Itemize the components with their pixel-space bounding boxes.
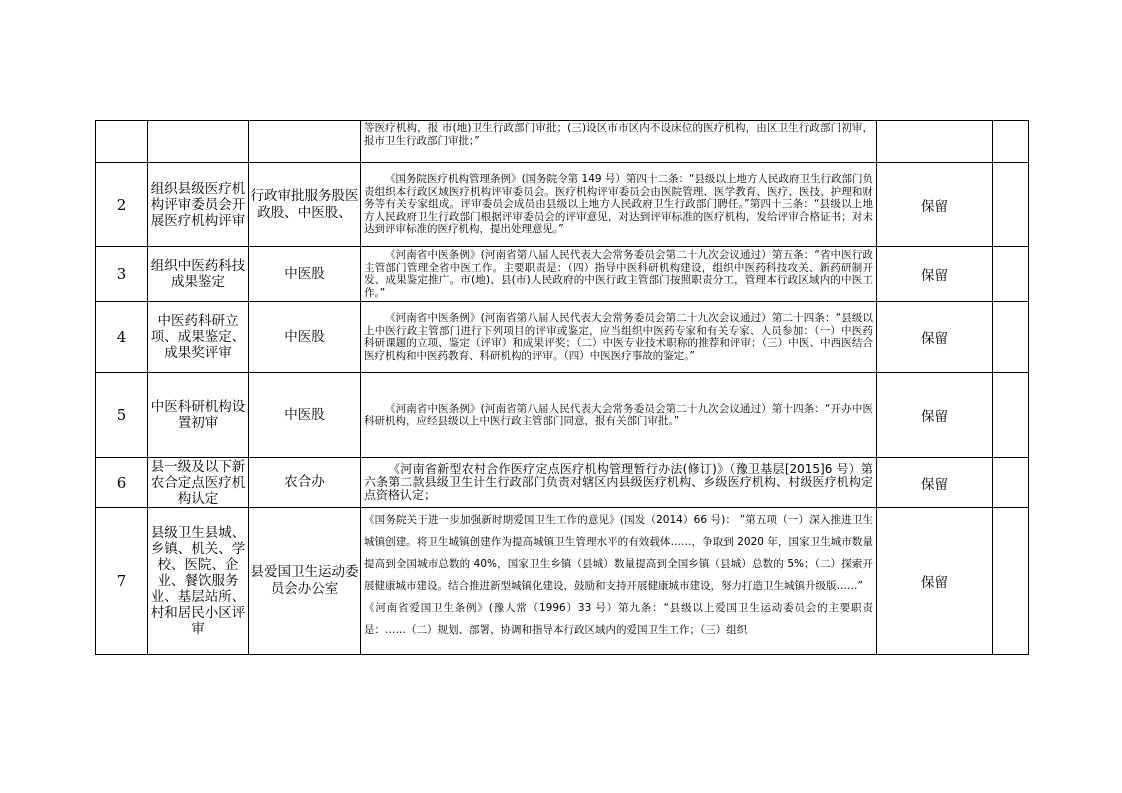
legal-basis	[361, 302, 877, 373]
status: 保留	[877, 373, 993, 458]
responsible-department: 中医股	[249, 302, 361, 373]
legal-basis-text: 《国务院医疗机构管理条例》(国务院令第 149 号）第四十二条：“县级以上地方人民政府卫生行政部门负责组织本行政区域医疗机构评审委员会。医疗机构评审委员会由医院管理、医学教育、医疗、医技、护理和财务等有关专家组成。评审委员会成员由县级以上地方人民政府卫生行政部门聘任。”第四十三条：“县级以上地方人民政府卫生行政部门根据评审委员会的评审意见，对达到评审标准的医疗机构，发给评审合格证书；对未达到评审标准的医疗机构，提出处理意见。”	[364, 173, 873, 236]
responsible-department	[249, 121, 361, 163]
table-row	[96, 247, 1029, 302]
table-row	[96, 373, 1029, 458]
table-row	[96, 302, 1029, 373]
responsible-department: 中医股	[249, 247, 361, 302]
legal-basis-text: 《河南省爱国卫生条例》(豫人常（1996）33 号）第九条：“县级以上爱国卫生运动委员会的主要职责是：……（二）规划、部署、协调和指导本行政区域内的爱国卫生工作；（三）组织	[364, 602, 873, 636]
item-name: 中医药科研立项、成果鉴定、成果奖评审	[148, 302, 249, 373]
legal-basis	[361, 163, 877, 247]
legal-basis-text: 《河南省中医条例》(河南省第八届人民代表大会常务委员会第二十九次会议通过）第五条：“省中医行政主管部门管理全省中医工作。主要职责是：（四）指导中医科研机构建设，组织中医药科技攻关、新药研制开发、成果鉴定推广。市(地)、县(市)人民政府的中医行政主管部门按照职责分工，管理本行政区域内的中医工作。”	[364, 249, 873, 299]
item-name: 中医科研机构设置初审	[148, 373, 249, 458]
item-name: 组织中医药科技成果鉴定	[148, 247, 249, 302]
legal-basis	[361, 458, 877, 508]
note	[993, 458, 1029, 508]
table-row	[96, 163, 1029, 247]
legal-basis-text: 《国务院关于进一步加强新时期爱国卫生工作的意见》(国发（2014）66 号)： ”第五项（一）深入推进卫生城镇创建。将卫生城镇创建作为提高城镇卫生管理水平的有效载体……，争取到 2020 年，国家卫生城市数量提高到全国城市总数的 40%，国家卫生乡镇（县城）数量提高到全国乡镇（县城）总数的 5%；（二）探索开展健康城市建设。结合推进新型城镇化建设，鼓励和支持开展健康城市建设，努力打造卫生城镇升级版……”	[364, 514, 873, 592]
status: 保留	[877, 247, 993, 302]
note	[993, 163, 1029, 247]
note	[993, 121, 1029, 163]
responsible-department: 中医股	[249, 373, 361, 458]
table-row	[96, 458, 1029, 508]
legal-basis-text: 《河南省中医条例》(河南省第八届人民代表大会常务委员会第二十九次会议通过）第二十四条：“县级以上中医行政主管部门进行下列项目的评审或鉴定，应当组织中医药专家和有关专家、人员参加：（一）中医药科研课题的立项、鉴定（评审）和成果评奖；（二）中医专业技术职称的推荐和评审；（三）中医、中西医结合医疗机构和中医药教育、科研机构的评审。（四）中医医疗事故的鉴定。”	[364, 312, 873, 362]
item-name: 县一级及以下新农合定点医疗机构认定	[148, 458, 249, 508]
note	[993, 302, 1029, 373]
legal-basis-text: 《河南省中医条例》(河南省第八届人民代表大会常务委员会第二十九次会议通过）第十四条：“开办中医科研机构，应经县级以上中医行政主管部门同意，报有关部门审批。”	[364, 402, 873, 427]
table-row	[96, 508, 1029, 655]
status: 保留	[877, 302, 993, 373]
status: 保留	[877, 508, 993, 655]
row-number: 5	[96, 373, 148, 458]
status: 保留	[877, 458, 993, 508]
note	[993, 373, 1029, 458]
note	[993, 247, 1029, 302]
legal-basis	[361, 508, 877, 655]
row-number: 2	[96, 163, 148, 247]
item-name: 组织县级医疗机构评审委员会开展医疗机构评审	[148, 163, 249, 247]
legal-basis	[361, 247, 877, 302]
responsible-department: 农合办	[249, 458, 361, 508]
responsible-department: 县爱国卫生运动委员会办公室	[249, 508, 361, 655]
status	[877, 121, 993, 163]
legal-basis	[361, 373, 877, 458]
items-table	[95, 120, 1029, 655]
legal-basis	[361, 121, 877, 163]
row-number: 6	[96, 458, 148, 508]
row-number: 7	[96, 508, 148, 655]
status: 保留	[877, 163, 993, 247]
legal-basis-text: 《河南省新型农村合作医疗定点医疗机构管理暂行办法(修订)》（豫卫基层[2015]6 号）第六条第二款县级卫生计生行政部门负责对辖区内县级医疗机构、乡级医疗机构、村级医疗机构定点资格认定；	[364, 462, 873, 502]
legal-basis-text: 等医疗机构，报 市(地)卫生行政部门审批；(三)设区市市区内不设床位的医疗机构，由区卫生行政部门初审，报市卫生行政部门审批；”	[364, 122, 873, 147]
item-name	[148, 121, 249, 163]
table-row	[96, 121, 1029, 163]
row-number: 3	[96, 247, 148, 302]
row-number: 4	[96, 302, 148, 373]
item-name: 县级卫生县城、乡镇、机关、学校、医院、企业、餐饮服务业、基层站所、村和居民小区评审	[148, 508, 249, 655]
row-number	[96, 121, 148, 163]
note	[993, 508, 1029, 655]
responsible-department: 行政审批服务股医政股、中医股、	[249, 163, 361, 247]
